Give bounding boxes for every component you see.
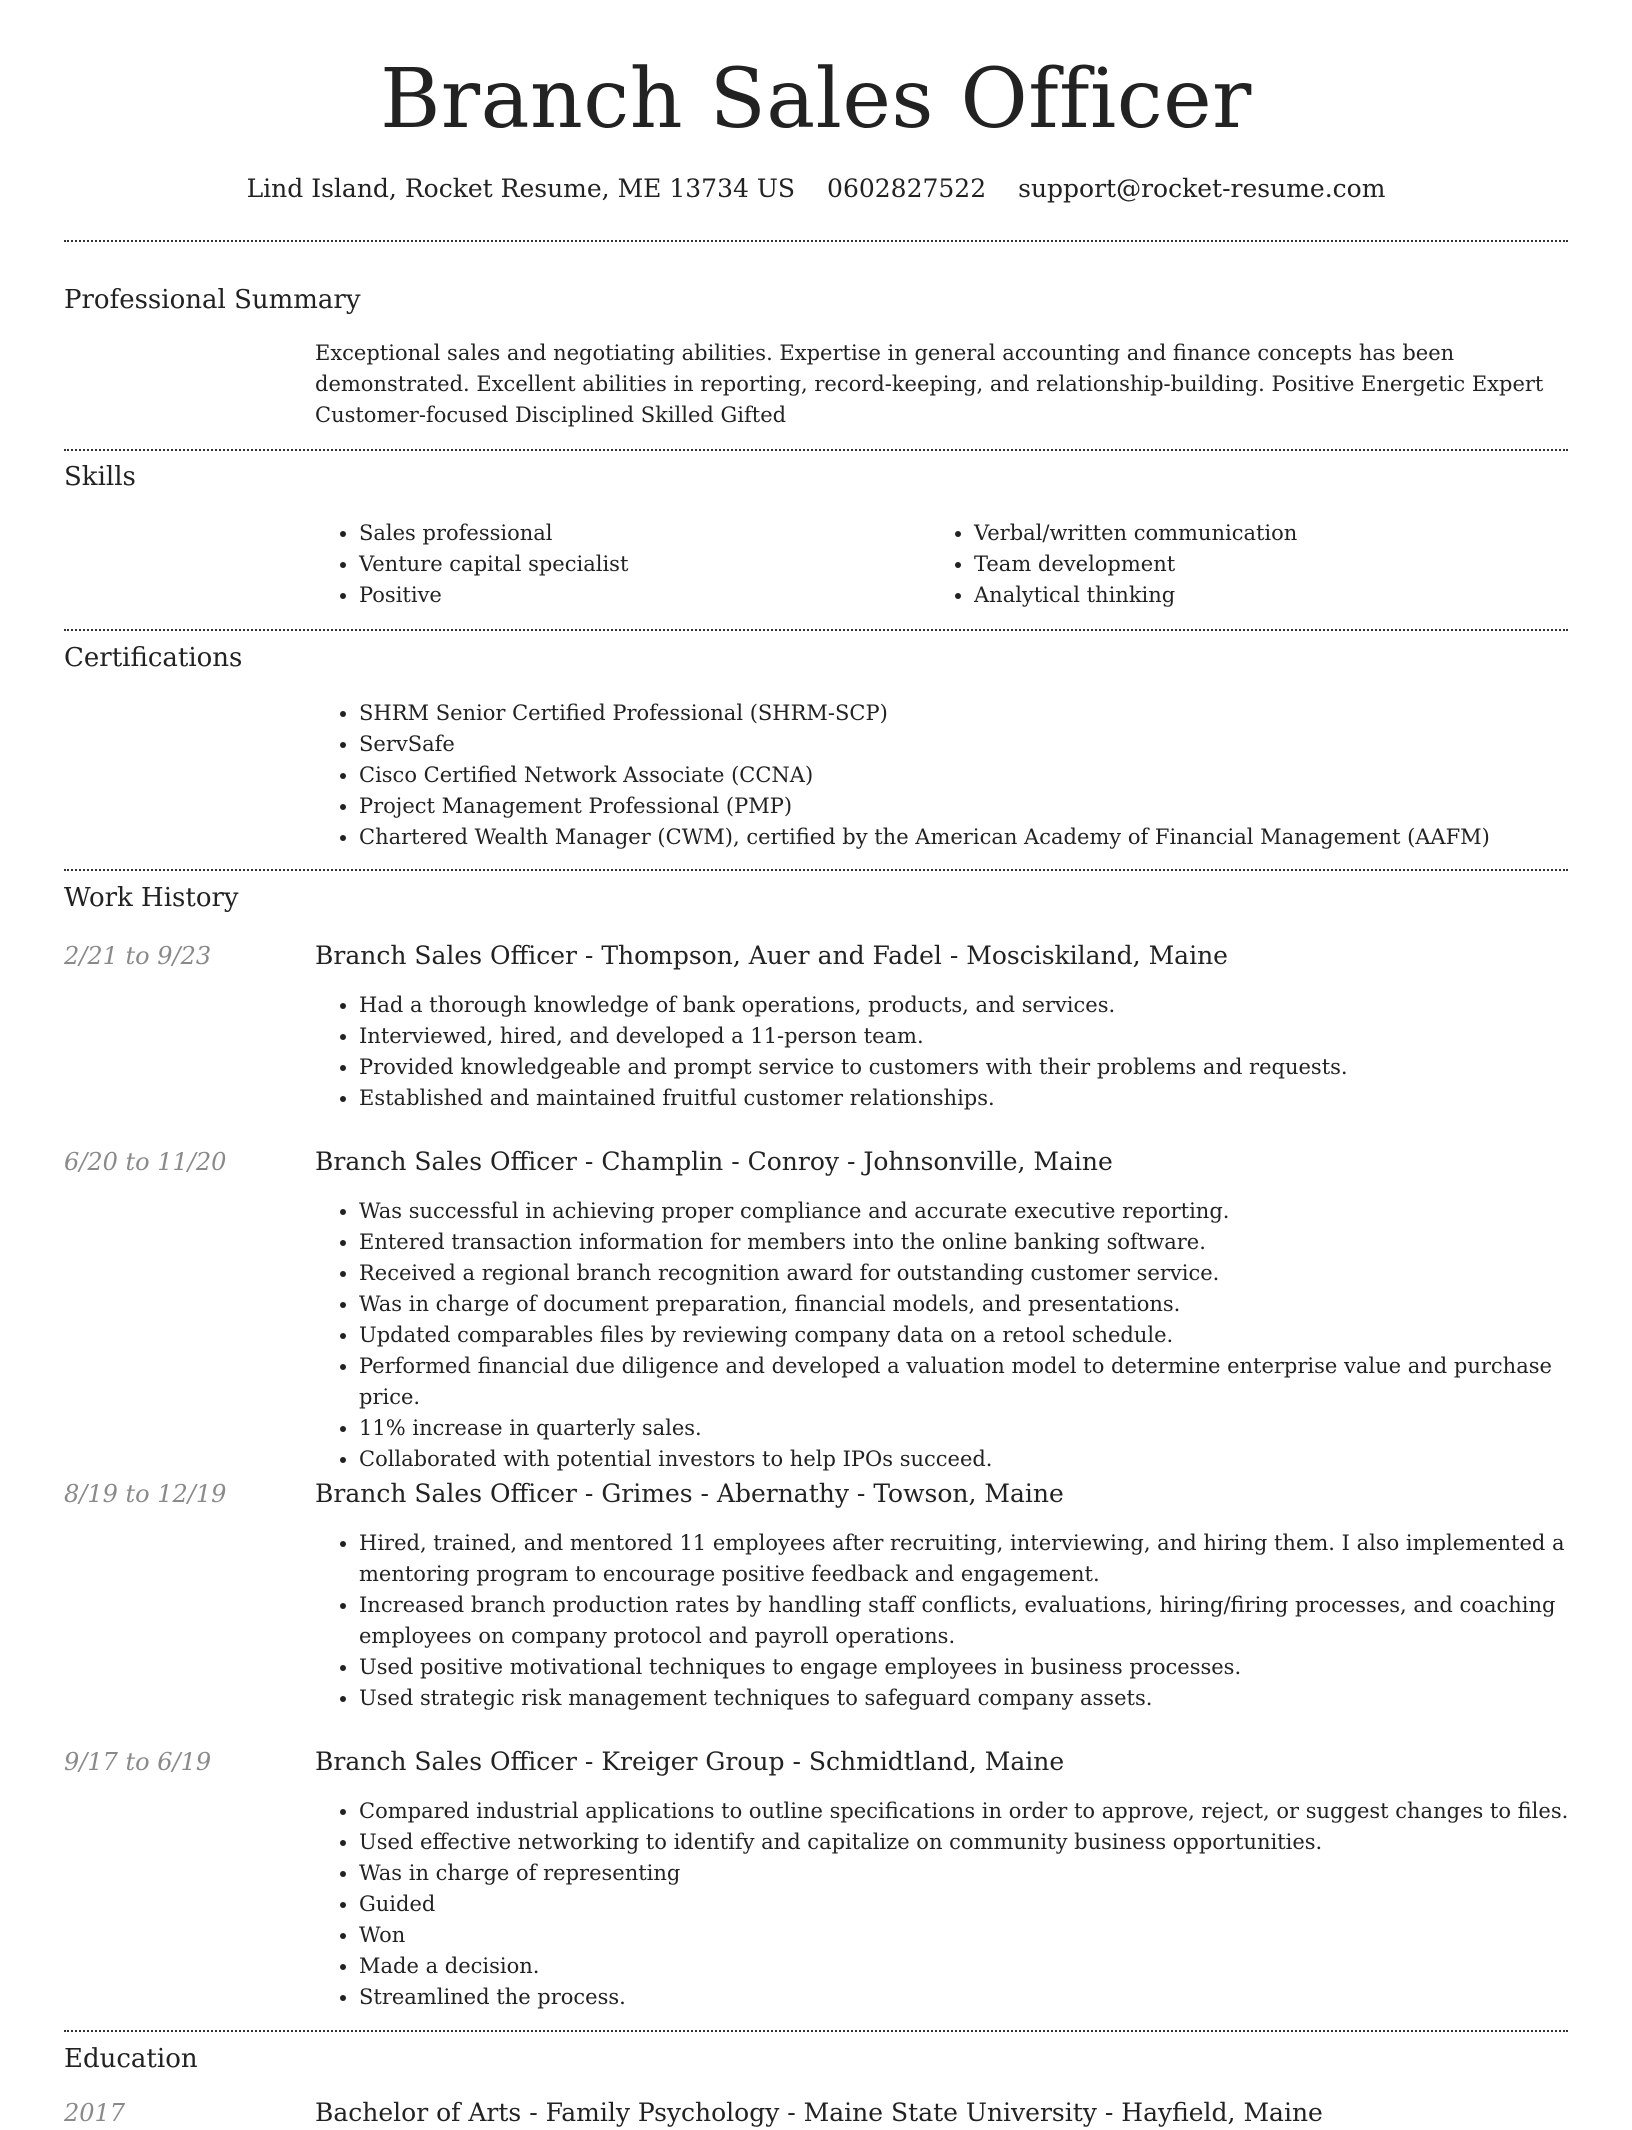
job-bullet: • Won [359, 1920, 1609, 1951]
certification-item: • Project Management Professional (PMP) [359, 791, 1609, 822]
job-title: Branch Sales Officer - Grimes - Abernathy - Towson, Maine [315, 1479, 1064, 1508]
job-bullet: • Used positive motivational techniques to engage employees in business processes. [359, 1652, 1609, 1683]
job-bullet: • Streamlined the process. [359, 1982, 1609, 2013]
job-bullet: • Used effective networking to identify and capitalize on community business opportunities. [359, 1827, 1609, 1858]
job-bullet: • Entered transaction information for members into the online banking software. [359, 1227, 1609, 1258]
job-dates: 8/19 to 12/19 [64, 1480, 227, 1508]
job-title: Branch Sales Officer - Kreiger Group - Schmidtland, Maine [315, 1747, 1065, 1776]
job-dates: 6/20 to 11/20 [64, 1148, 227, 1176]
certification-item: • Cisco Certified Network Associate (CCNA) [359, 760, 1609, 791]
job-bullet: • Updated comparables files by reviewing company data on a retool schedule. [359, 1320, 1609, 1351]
job-bullet: • Guided [359, 1889, 1609, 1920]
job-dates: 2/21 to 9/23 [64, 942, 212, 970]
section-divider [64, 240, 1568, 242]
job-bullet: • Established and maintained fruitful customer relationships. [359, 1083, 1609, 1114]
job-bullet: • Collaborated with potential investors to help IPOs succeed. [359, 1444, 1609, 1475]
certifications-list [315, 698, 1609, 853]
skill-item: • Team development [974, 549, 1594, 580]
job-bullet: • Hired, trained, and mentored 11 employees after recruiting, interviewing, and hiring them. I also implemented a mentoring program to encourage positive feedback and engagement. [359, 1528, 1609, 1590]
candidate-name: Branch Sales Officer [380, 52, 1252, 147]
certification-item: • ServSafe [359, 729, 1609, 760]
job-title: Branch Sales Officer - Champlin - Conroy - Johnsonville, Maine [315, 1147, 1113, 1176]
job-bullet: • Had a thorough knowledge of bank operations, products, and services. [359, 990, 1609, 1021]
education-degree: Bachelor of Arts - Family Psychology - Maine State University - Hayfield, Maine [315, 2098, 1323, 2127]
job-bullets [315, 1796, 1609, 2013]
contact-email: support@rocket-resume.com [1018, 174, 1386, 203]
job-bullet: • Increased branch production rates by handling staff conflicts, evaluations, hiring/firing processes, and coaching employees on company protocol and payroll operations. [359, 1590, 1609, 1652]
job-bullets [315, 1528, 1609, 1714]
job-bullet: • Provided knowledgeable and prompt service to customers with their problems and requests. [359, 1052, 1609, 1083]
certification-item: • Chartered Wealth Manager (CWM), certified by the American Academy of Financial Management (AAFM) [359, 822, 1609, 853]
job-bullet: • Interviewed, hired, and developed a 11-person team. [359, 1021, 1609, 1052]
skill-item: • Positive [359, 580, 919, 611]
job-bullet: • Compared industrial applications to outline specifications in order to approve, reject, or suggest changes to files. [359, 1796, 1609, 1827]
job-bullet: • Was successful in achieving proper compliance and accurate executive reporting. [359, 1196, 1609, 1227]
job-bullets [315, 1196, 1609, 1475]
summary-text: Exceptional sales and negotiating abilities. Expertise in general accounting and finance concepts has been demonstrated. Excellent abilities in reporting, record-keeping, and relationship-building. Positive Energetic Expert Customer-focused Disciplined Skilled Gifted [315, 341, 1544, 427]
skill-item: • Venture capital specialist [359, 549, 919, 580]
job-bullet: • Received a regional branch recognition award for outstanding customer service. [359, 1258, 1609, 1289]
work-history-heading: Work History [64, 883, 239, 913]
skill-item: • Verbal/written communication [974, 518, 1594, 549]
skill-item: • Analytical thinking [974, 580, 1594, 611]
section-divider [64, 449, 1568, 451]
skill-item: • Sales professional [359, 518, 919, 549]
job-bullets [315, 990, 1609, 1114]
job-bullet: • Was in charge of document preparation, financial models, and presentations. [359, 1289, 1609, 1320]
education-date: 2017 [64, 2099, 126, 2127]
section-divider [64, 629, 1568, 631]
section-divider [64, 2030, 1568, 2032]
job-bullet: • Used strategic risk management techniques to safeguard company assets. [359, 1683, 1609, 1714]
skills-heading: Skills [64, 462, 136, 492]
skills-list-right [930, 518, 1594, 611]
job-title: Branch Sales Officer - Thompson, Auer and Fadel - Mosciskiland, Maine [315, 941, 1228, 970]
contact-address: Lind Island, Rocket Resume, ME 13734 US [246, 174, 796, 203]
job-dates: 9/17 to 6/19 [64, 1748, 212, 1776]
contact-phone: 0602827522 [827, 174, 987, 203]
job-bullet: • 11% increase in quarterly sales. [359, 1413, 1609, 1444]
section-divider [64, 869, 1568, 871]
skills-list-left [315, 518, 919, 611]
summary-heading: Professional Summary [64, 285, 361, 315]
education-heading: Education [64, 2044, 198, 2074]
contact-line [0, 172, 1632, 206]
job-bullet: • Was in charge of representing [359, 1858, 1609, 1889]
certification-item: • SHRM Senior Certified Professional (SHRM-SCP) [359, 698, 1609, 729]
job-bullet: • Made a decision. [359, 1951, 1609, 1982]
certifications-heading: Certifications [64, 643, 243, 673]
job-bullet: • Performed financial due diligence and developed a valuation model to determine enterprise value and purchase price. [359, 1351, 1609, 1413]
